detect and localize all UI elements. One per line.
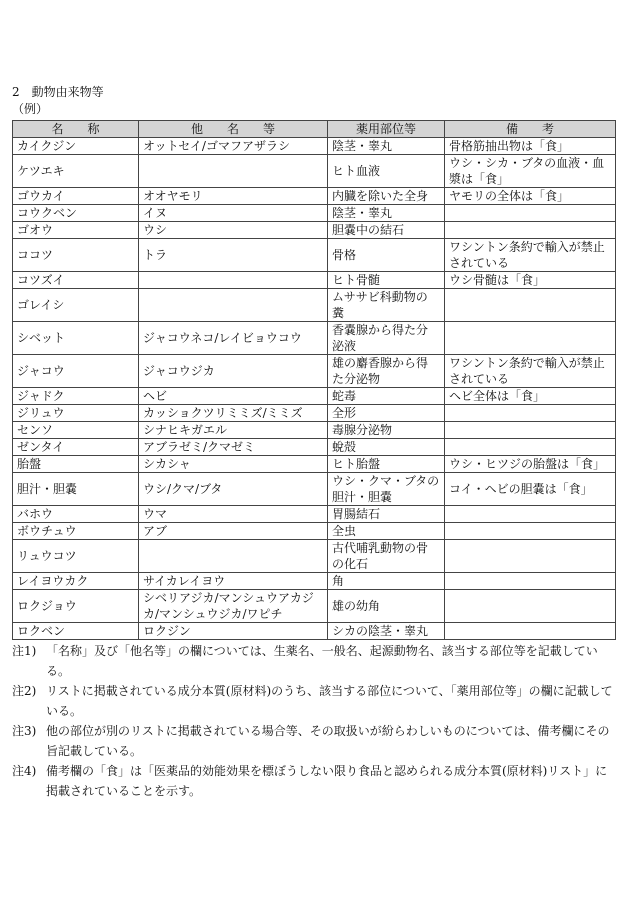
note-item: [12, 721, 615, 761]
cell-name: シベット: [13, 322, 139, 355]
cell-medicinal-part: ウシ・クマ・ブタの 胆汁・胆嚢: [328, 473, 445, 506]
table-row: [13, 388, 616, 405]
cell-name: ジャコウ: [13, 355, 139, 388]
cell-remarks: コイ・ヘビの胆嚢は「食」: [445, 473, 616, 506]
cell-medicinal-part: 全形: [328, 405, 445, 422]
cell-other-names: [139, 155, 328, 188]
note-label: 注4): [12, 764, 37, 778]
cell-remarks: [445, 573, 616, 590]
cell-medicinal-part: 胃腸結石: [328, 506, 445, 523]
cell-medicinal-part: 全虫: [328, 523, 445, 540]
cell-other-names: ジャコウネコ/レイビョウコウ: [139, 322, 328, 355]
note-item: [12, 761, 615, 801]
table-row: [13, 272, 616, 289]
cell-remarks: [445, 523, 616, 540]
table-row: [13, 456, 616, 473]
cell-name: ケツエキ: [13, 155, 139, 188]
cell-medicinal-part: 蛇毒: [328, 388, 445, 405]
example-label: （例）: [12, 102, 49, 116]
cell-other-names: ウシ: [139, 222, 328, 239]
table-row: [13, 239, 616, 272]
cell-other-names: [139, 272, 328, 289]
cell-other-names: シカシャ: [139, 456, 328, 473]
section-heading: 2 動物由来物等: [12, 85, 104, 99]
cell-remarks: ウシ骨髄は「食」: [445, 272, 616, 289]
cell-medicinal-part: 雄の麝香腺から得 た分泌物: [328, 355, 445, 388]
table-row: [13, 573, 616, 590]
table-row: [13, 355, 616, 388]
cell-name: センソ: [13, 422, 139, 439]
cell-remarks: 骨格筋抽出物は「食」: [445, 138, 616, 155]
cell-other-names: ヘビ: [139, 388, 328, 405]
cell-remarks: [445, 205, 616, 222]
note-text: 他の部位が別のリストに掲載されている場合等、その取扱いが紛らわしいものについては、備考欄にその旨記載している。: [46, 724, 610, 758]
cell-remarks: [445, 439, 616, 456]
table-header-row: [13, 121, 616, 138]
cell-name: ロクベン: [13, 623, 139, 640]
cell-other-names: シナヒキガエル: [139, 422, 328, 439]
header-remarks: 備 考: [445, 121, 616, 138]
cell-medicinal-part: 古代哺乳動物の骨 の化石: [328, 540, 445, 573]
cell-other-names: ジャコウジカ: [139, 355, 328, 388]
cell-remarks: [445, 623, 616, 640]
table-row: [13, 138, 616, 155]
cell-remarks: ウシ・ヒツジの胎盤は「食」: [445, 456, 616, 473]
cell-other-names: シベリアジカ/マンシュウアカジ カ/マンシュウジカ/ワピチ: [139, 590, 328, 623]
cell-medicinal-part: 陰茎・睾丸: [328, 205, 445, 222]
cell-remarks: [445, 422, 616, 439]
cell-remarks: ワシントン条約で輸入が禁止 されている: [445, 239, 616, 272]
cell-medicinal-part: ヒト骨髄: [328, 272, 445, 289]
cell-name: ココツ: [13, 239, 139, 272]
cell-medicinal-part: シカの陰茎・睾丸: [328, 623, 445, 640]
note-label: 注1): [12, 644, 37, 658]
cell-remarks: [445, 405, 616, 422]
header-other-names: 他 名 等: [139, 121, 328, 138]
cell-other-names: ウシ/クマ/ブタ: [139, 473, 328, 506]
table-row: [13, 540, 616, 573]
table-row: [13, 222, 616, 239]
table-row: [13, 188, 616, 205]
cell-medicinal-part: 内臓を除いた全身: [328, 188, 445, 205]
note-item: [12, 641, 615, 681]
table-row: [13, 289, 616, 322]
table-row: [13, 523, 616, 540]
cell-other-names: トラ: [139, 239, 328, 272]
cell-name: ゼンタイ: [13, 439, 139, 456]
table-row: [13, 322, 616, 355]
cell-remarks: [445, 289, 616, 322]
cell-other-names: [139, 540, 328, 573]
cell-other-names: カッショクツリミミズ/ミミズ: [139, 405, 328, 422]
cell-medicinal-part: 陰茎・睾丸: [328, 138, 445, 155]
table-row: [13, 205, 616, 222]
cell-remarks: [445, 322, 616, 355]
table-row: [13, 155, 616, 188]
animal-derived-table: [12, 120, 616, 640]
cell-name: バホウ: [13, 506, 139, 523]
cell-name: ゴレイシ: [13, 289, 139, 322]
note-text: 備考欄の「食」は「医薬品的効能効果を標ぼうしない限り食品と認められる成分本質(原材料)リスト」に掲載されていることを示す。: [46, 764, 608, 798]
cell-name: 胎盤: [13, 456, 139, 473]
note-label: 注3): [12, 724, 37, 738]
cell-medicinal-part: ヒト血液: [328, 155, 445, 188]
cell-remarks: [445, 540, 616, 573]
table-row: [13, 623, 616, 640]
table-row: [13, 405, 616, 422]
table-body: [13, 138, 616, 640]
cell-other-names: オオヤモリ: [139, 188, 328, 205]
note-text: 「名称」及び「他名等」の欄については、生薬名、一般名、起源動物名、該当する部位等を記載している。: [46, 644, 598, 678]
cell-medicinal-part: 香嚢腺から得た分 泌液: [328, 322, 445, 355]
cell-medicinal-part: 角: [328, 573, 445, 590]
cell-medicinal-part: 骨格: [328, 239, 445, 272]
cell-other-names: ロクジン: [139, 623, 328, 640]
table-row: [13, 506, 616, 523]
table-row: [13, 473, 616, 506]
cell-name: カイクジン: [13, 138, 139, 155]
cell-name: ゴウカイ: [13, 188, 139, 205]
table-row: [13, 439, 616, 456]
cell-other-names: アブラゼミ/クマゼミ: [139, 439, 328, 456]
cell-remarks: ヘビ全体は「食」: [445, 388, 616, 405]
cell-remarks: ワシントン条約で輸入が禁止 されている: [445, 355, 616, 388]
cell-other-names: アブ: [139, 523, 328, 540]
header-name: 名 称: [13, 121, 139, 138]
cell-remarks: [445, 506, 616, 523]
header-medicinal-part: 薬用部位等: [328, 121, 445, 138]
cell-medicinal-part: 胆嚢中の結石: [328, 222, 445, 239]
cell-remarks: ヤモリの全体は「食」: [445, 188, 616, 205]
table-row: [13, 422, 616, 439]
cell-other-names: [139, 289, 328, 322]
cell-name: 胆汁・胆嚢: [13, 473, 139, 506]
cell-medicinal-part: 蛻殻: [328, 439, 445, 456]
cell-remarks: [445, 590, 616, 623]
cell-name: ジャドク: [13, 388, 139, 405]
cell-other-names: サイカレイヨウ: [139, 573, 328, 590]
cell-name: コツズイ: [13, 272, 139, 289]
cell-medicinal-part: ヒト胎盤: [328, 456, 445, 473]
cell-name: レイヨウカク: [13, 573, 139, 590]
cell-name: ロクジョウ: [13, 590, 139, 623]
cell-other-names: ウマ: [139, 506, 328, 523]
cell-name: リュウコツ: [13, 540, 139, 573]
note-item: [12, 681, 615, 721]
cell-medicinal-part: 毒腺分泌物: [328, 422, 445, 439]
cell-name: ボウチュウ: [13, 523, 139, 540]
cell-remarks: ウシ・シカ・ブタの血液・血 漿は「食」: [445, 155, 616, 188]
note-text: リストに掲載されている成分本質(原材料)のうち、該当する部位について、「薬用部位等」の欄に記載している。: [46, 684, 613, 718]
cell-remarks: [445, 222, 616, 239]
notes: [12, 641, 615, 801]
cell-other-names: イヌ: [139, 205, 328, 222]
cell-name: コウクベン: [13, 205, 139, 222]
note-label: 注2): [12, 684, 37, 698]
cell-name: ジリュウ: [13, 405, 139, 422]
cell-medicinal-part: 雄の幼角: [328, 590, 445, 623]
cell-other-names: オットセイ/ゴマフアザラシ: [139, 138, 328, 155]
cell-name: ゴオウ: [13, 222, 139, 239]
cell-medicinal-part: ムササビ科動物の 糞: [328, 289, 445, 322]
table-row: [13, 590, 616, 623]
